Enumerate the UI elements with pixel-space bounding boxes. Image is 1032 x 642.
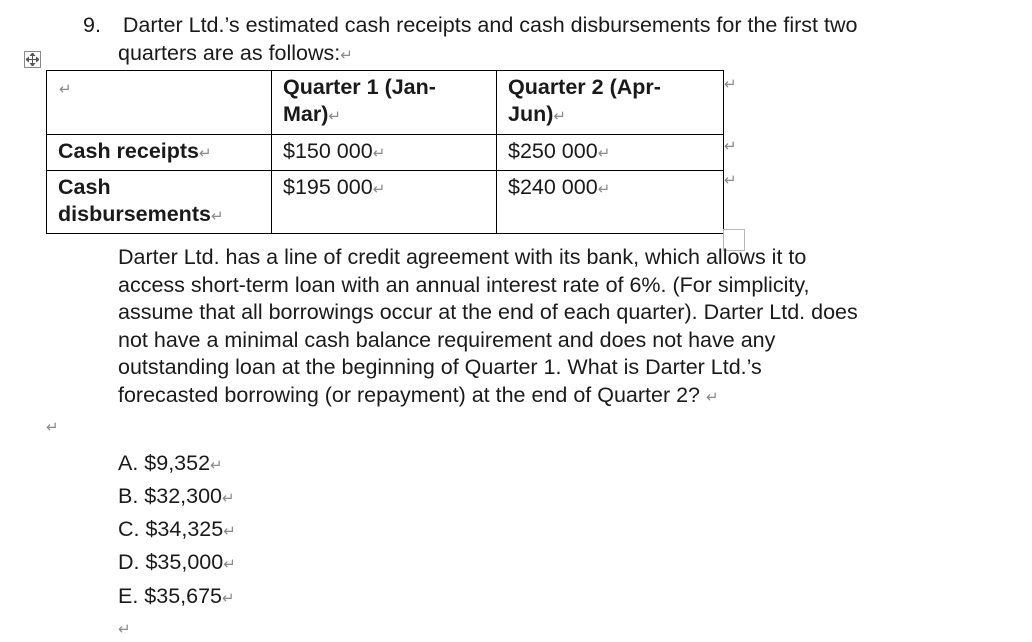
row-q1-cell[interactable] bbox=[272, 135, 497, 171]
body-line: Darter Ltd. has a line of credit agreement with its bank, which allows it to bbox=[118, 245, 807, 269]
question-text-line-1: Darter Ltd.’s estimated cash receipts and cash disbursements for the first two bbox=[122, 13, 858, 37]
table-header-row bbox=[47, 71, 724, 135]
paragraph-mark: ↵ bbox=[222, 589, 235, 607]
paragraph-mark: ↵ bbox=[210, 456, 223, 474]
row-q1-value: $195 000 bbox=[283, 175, 373, 199]
header-q1-line-1: Quarter 1 (Jan- bbox=[283, 75, 436, 99]
body-line: assume that all borrowings occur at the end of each quarter). Darter Ltd. does bbox=[118, 300, 858, 324]
cell-mark: ↵ bbox=[328, 107, 341, 125]
row-q1-cell[interactable] bbox=[272, 171, 497, 234]
option-b-text: B. $32,300 bbox=[118, 484, 223, 508]
row-label-line-1: Cash bbox=[58, 175, 111, 199]
option-e-text: E. $35,675 bbox=[118, 584, 223, 608]
body-line: not have a minimal cash balance requirement and does not have any bbox=[118, 327, 776, 352]
cell-mark: ↵ bbox=[372, 180, 386, 198]
option-b[interactable] bbox=[118, 482, 235, 512]
row-label-line-2: disbursements bbox=[58, 202, 211, 226]
row-q1-value: $150 000 bbox=[283, 139, 373, 163]
option-d-text: D. $35,000 bbox=[118, 550, 224, 574]
row-q2-cell[interactable] bbox=[497, 135, 724, 171]
cell-mark: ↵ bbox=[199, 144, 212, 162]
question-line-2 bbox=[118, 39, 353, 69]
paragraph-mark: ↵ bbox=[340, 46, 353, 64]
body-line: outstanding loan at the beginning of Quarter 1. What is Darter Ltd.’s bbox=[118, 355, 762, 379]
option-e[interactable] bbox=[118, 582, 235, 612]
header-cell-quarter-1[interactable] bbox=[272, 71, 497, 135]
empty-paragraph-mark: ↵ bbox=[46, 418, 59, 436]
header-q2-line-1: Quarter 2 (Apr- bbox=[508, 75, 661, 99]
paragraph-mark: ↵ bbox=[223, 555, 236, 573]
row-label-cell[interactable] bbox=[47, 171, 272, 234]
cash-table bbox=[46, 70, 724, 234]
trailing-paragraph-mark: ↵ bbox=[118, 620, 131, 638]
cell-mark: ↵ bbox=[59, 80, 72, 98]
header-q2-line-2: Jun) bbox=[508, 102, 554, 126]
body-line: forecasted borrowing (or repayment) at the end of Quarter 2? bbox=[118, 382, 701, 407]
table-move-handle-icon[interactable] bbox=[24, 51, 41, 68]
option-c-text: C. $34,325 bbox=[118, 517, 224, 541]
row-label-cell[interactable] bbox=[47, 135, 272, 171]
header-cell-quarter-2[interactable] bbox=[497, 71, 724, 135]
body-line: access short-term loan with an annual interest rate of 6%. (For simplicity, bbox=[118, 272, 810, 297]
table-row bbox=[47, 135, 724, 171]
row-q2-cell[interactable] bbox=[497, 171, 724, 234]
paragraph-mark: ↵ bbox=[706, 387, 719, 406]
four-way-arrow-icon bbox=[26, 53, 39, 66]
cell-mark: ↵ bbox=[597, 144, 611, 162]
row-q2-value: $250 000 bbox=[508, 139, 598, 163]
cell-mark: ↵ bbox=[553, 107, 566, 125]
option-a-text: A. $9,352 bbox=[118, 451, 211, 475]
question-text-line-2: quarters are as follows: bbox=[118, 41, 341, 65]
end-of-row-mark: ↵ bbox=[724, 171, 737, 189]
end-of-row-mark: ↵ bbox=[724, 137, 737, 155]
question-number: 9. bbox=[83, 13, 101, 37]
end-of-row-mark: ↵ bbox=[724, 75, 737, 93]
option-a[interactable] bbox=[118, 449, 223, 479]
row-q2-value: $240 000 bbox=[508, 175, 598, 199]
question-body bbox=[118, 244, 958, 411]
paragraph-mark: ↵ bbox=[223, 522, 236, 540]
option-d[interactable] bbox=[118, 548, 236, 578]
row-label: Cash receipts bbox=[58, 139, 200, 163]
option-c[interactable] bbox=[118, 515, 236, 545]
cell-mark: ↵ bbox=[210, 207, 224, 225]
cell-mark: ↵ bbox=[372, 144, 386, 162]
cell-mark: ↵ bbox=[597, 180, 611, 198]
header-cell-blank[interactable] bbox=[47, 71, 272, 135]
paragraph-mark: ↵ bbox=[222, 489, 235, 507]
question-line-1 bbox=[83, 11, 857, 39]
header-q1-line-2: Mar) bbox=[283, 102, 329, 126]
table-row bbox=[47, 171, 724, 234]
